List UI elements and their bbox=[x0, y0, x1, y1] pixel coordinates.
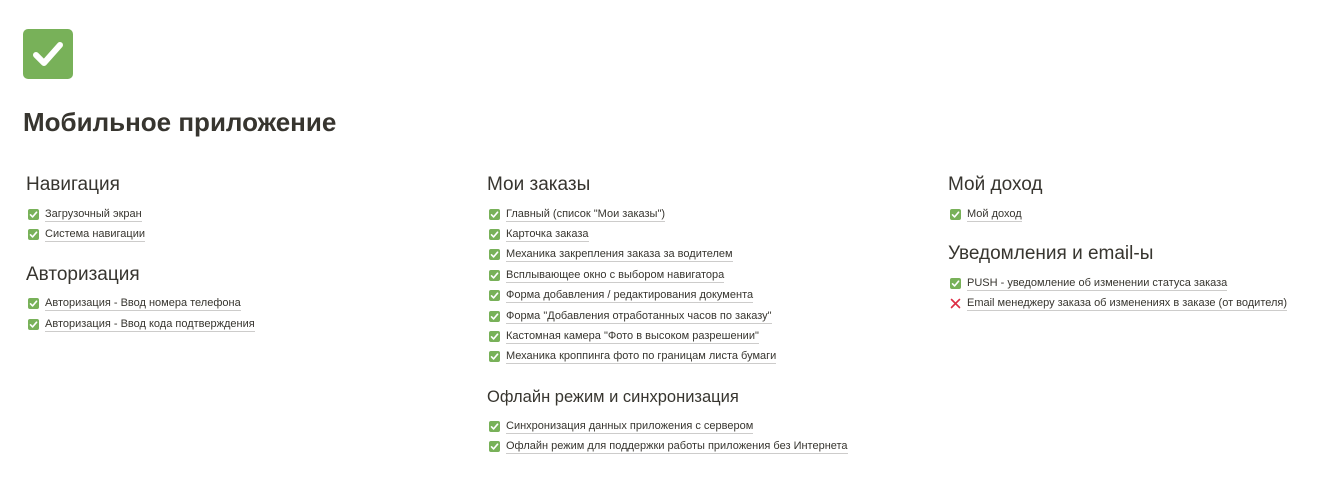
list-item bbox=[487, 265, 927, 285]
list-item bbox=[487, 224, 927, 244]
section-title-navigation: Навигация bbox=[26, 174, 120, 195]
section-title-notifications: Уведомления и email-ы bbox=[948, 243, 1154, 265]
list-item bbox=[487, 347, 927, 367]
item-link-auth-phone[interactable]: Авторизация - Ввод номера телефона bbox=[45, 297, 241, 310]
check-icon bbox=[489, 331, 500, 342]
check-icon bbox=[489, 421, 500, 432]
column-2 bbox=[487, 173, 927, 457]
list-item bbox=[26, 204, 466, 224]
item-link-push-notification[interactable]: PUSH - уведомление об изменении статуса заказа bbox=[967, 277, 1228, 290]
list-item bbox=[487, 286, 927, 306]
item-link-custom-camera[interactable]: Кастомная камера "Фото в высоком разрешении" bbox=[506, 330, 759, 343]
list-item bbox=[26, 294, 466, 314]
list-item bbox=[487, 416, 927, 436]
check-icon bbox=[28, 209, 39, 220]
item-link-main-orders-list[interactable]: Главный (список "Мои заказы") bbox=[506, 207, 666, 220]
section-title-my-orders: Мои заказы bbox=[487, 174, 591, 195]
check-icon bbox=[28, 229, 39, 240]
check-icon bbox=[950, 278, 961, 289]
list-item bbox=[487, 245, 927, 265]
check-icon bbox=[489, 249, 500, 260]
check-icon bbox=[489, 270, 500, 281]
list-item bbox=[487, 326, 927, 346]
item-link-boot-screen[interactable]: Загрузочный экран bbox=[45, 207, 142, 220]
list-item bbox=[487, 204, 927, 224]
list-item bbox=[26, 314, 466, 334]
item-link-my-income[interactable]: Мой доход bbox=[967, 207, 1022, 220]
check-icon bbox=[489, 229, 500, 240]
section-title-authorization: Авторизация bbox=[26, 263, 140, 285]
column-1 bbox=[26, 173, 466, 335]
item-link-document-form[interactable]: Форма добавления / редактирования документа bbox=[506, 289, 754, 302]
check-icon bbox=[28, 319, 39, 330]
check-icon bbox=[489, 351, 500, 362]
check-icon bbox=[950, 209, 961, 220]
item-link-server-sync[interactable]: Синхронизация данных приложения с сервером bbox=[506, 419, 754, 432]
check-icon bbox=[489, 441, 500, 452]
column-3 bbox=[948, 173, 1328, 314]
page-title: Мобильное приложение bbox=[23, 107, 337, 137]
list-item bbox=[948, 204, 1328, 224]
item-link-email-manager[interactable]: Email менеджеру заказа об изменениях в заказе (от водителя) bbox=[967, 297, 1288, 310]
item-link-photo-cropping[interactable]: Механика кроппинга фото по границам листа бумаги bbox=[506, 350, 777, 363]
check-icon bbox=[28, 298, 39, 309]
item-link-hours-form[interactable]: Форма "Добавления отработанных часов по заказу" bbox=[506, 309, 772, 322]
list-item bbox=[948, 273, 1328, 293]
item-link-auth-code[interactable]: Авторизация - Ввод кода подтверждения bbox=[45, 317, 255, 330]
list-item bbox=[26, 224, 466, 244]
check-mark-button-icon bbox=[23, 29, 73, 79]
item-link-navigator-popup[interactable]: Всплывающее окно с выбором навигатора bbox=[506, 268, 725, 281]
cross-mark-icon bbox=[950, 298, 961, 309]
item-link-offline-mode[interactable]: Офлайн режим для поддержки работы приложения без Интернета bbox=[506, 440, 848, 453]
item-link-order-assignment[interactable]: Механика закрепления заказа за водителем bbox=[506, 248, 733, 261]
check-icon bbox=[489, 209, 500, 220]
section-title-my-income: Мой доход bbox=[948, 174, 1043, 195]
item-link-navigation-system[interactable]: Система навигации bbox=[45, 228, 146, 241]
list-item bbox=[487, 437, 927, 457]
section-title-offline-sync: Офлайн режим и синхронизация bbox=[487, 388, 739, 407]
list-item bbox=[948, 294, 1328, 314]
list-item bbox=[487, 306, 927, 326]
check-icon bbox=[489, 311, 500, 322]
item-link-order-card[interactable]: Карточка заказа bbox=[506, 228, 589, 241]
check-icon bbox=[489, 290, 500, 301]
